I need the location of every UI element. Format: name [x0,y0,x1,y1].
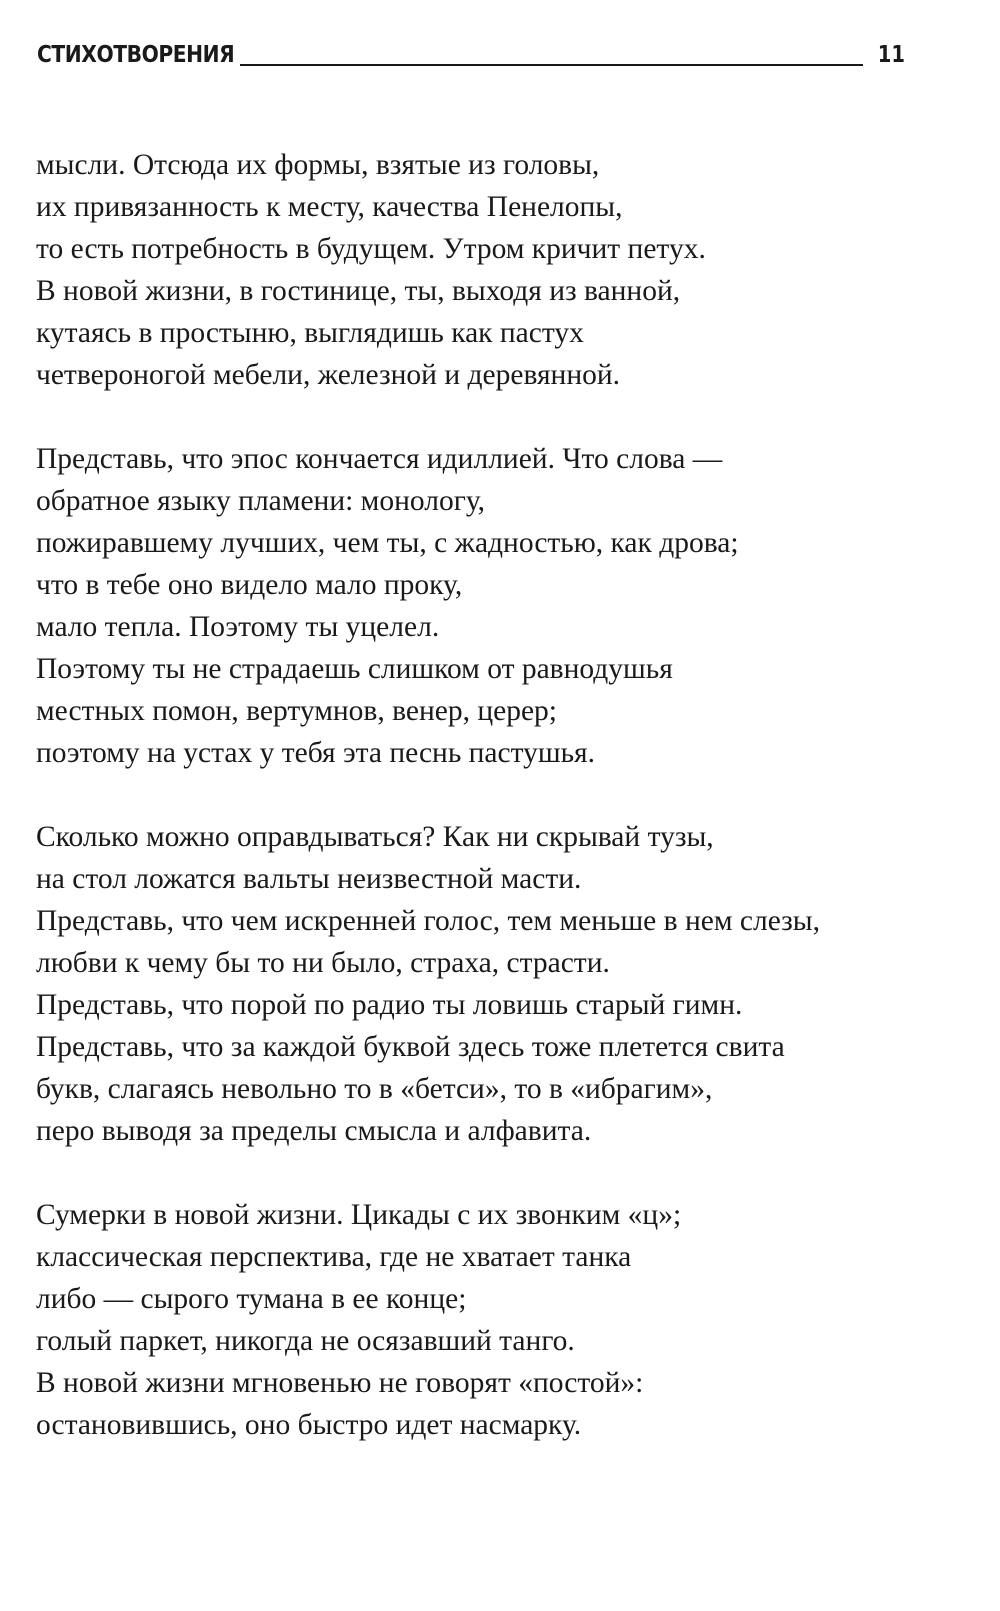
poem-line: на стол ложатся вальты неизвестной масти. [36,863,582,895]
poem-line: Представь, что за каждой буквой здесь тоже плетется свита [36,1031,785,1063]
running-header-title: СТИХОТВОРЕНИЯ [37,42,235,68]
poem-line: мало тепла. Поэтому ты уцелел. [36,611,440,643]
poem-line: четвероногой мебели, железной и деревянной. [36,359,621,391]
poem-line: перо выводя за пределы смысла и алфавита. [36,1115,592,1147]
header-rule [240,64,863,66]
poem-line: букв, слагаясь невольно то в «бетси», то в «ибрагим», [36,1073,713,1105]
stanza-1 [36,144,976,396]
poem-line: кутаясь в простыню, выглядишь как пастух [36,317,584,349]
poem-body [36,144,976,1488]
poem-line: любви к чему бы то ни было, страха, страсти. [36,947,610,979]
poem-line: либо — сырого тумана в ее конце; [36,1283,467,1315]
poem-line: их привязанность к месту, качества Пенелопы, [36,191,623,223]
poem-line: Сколько можно оправдываться? Как ни скрывай тузы, [36,821,714,853]
poem-line: Представь, что порой по радио ты ловишь старый гимн. [36,989,743,1021]
poem-line: Поэтому ты не страдаешь слишком от равнодушья [36,653,673,685]
poem-line: В новой жизни мгновенью не говорят «постой»: [36,1367,644,1399]
poem-line: голый паркет, никогда не осязавший танго. [36,1325,575,1357]
poem-line: мысли. Отсюда их формы, взятые из головы, [36,149,600,181]
poem-line: В новой жизни, в гостинице, ты, выходя из ванной, [36,275,681,307]
page-number: 11 [877,42,905,68]
running-header [37,30,905,70]
stanza-4 [36,1194,976,1446]
poem-line: остановившись, оно быстро идет насмарку. [36,1409,582,1441]
poem-line: пожиравшему лучших, чем ты, с жадностью, как дрова; [36,527,739,559]
poem-line: местных помон, вертумнов, венер, церер; [36,695,558,727]
poem-line: то есть потребность в будущем. Утром кричит петух. [36,233,706,265]
stanza-3 [36,816,976,1152]
poem-line: Сумерки в новой жизни. Цикады с их звонким «ц»; [36,1199,682,1231]
poem-line: Представь, что чем искренней голос, тем меньше в нем слезы, [36,905,820,937]
poem-line: что в тебе оно видело мало проку, [36,569,463,601]
poem-line: поэтому на устах у тебя эта песнь пастушья. [36,737,595,769]
poem-line: обратное языку пламени: монологу, [36,485,485,517]
stanza-2 [36,438,976,774]
poem-line: Представь, что эпос кончается идиллией. Что слова — [36,443,723,475]
poem-line: классическая перспектива, где не хватает танка [36,1241,632,1273]
